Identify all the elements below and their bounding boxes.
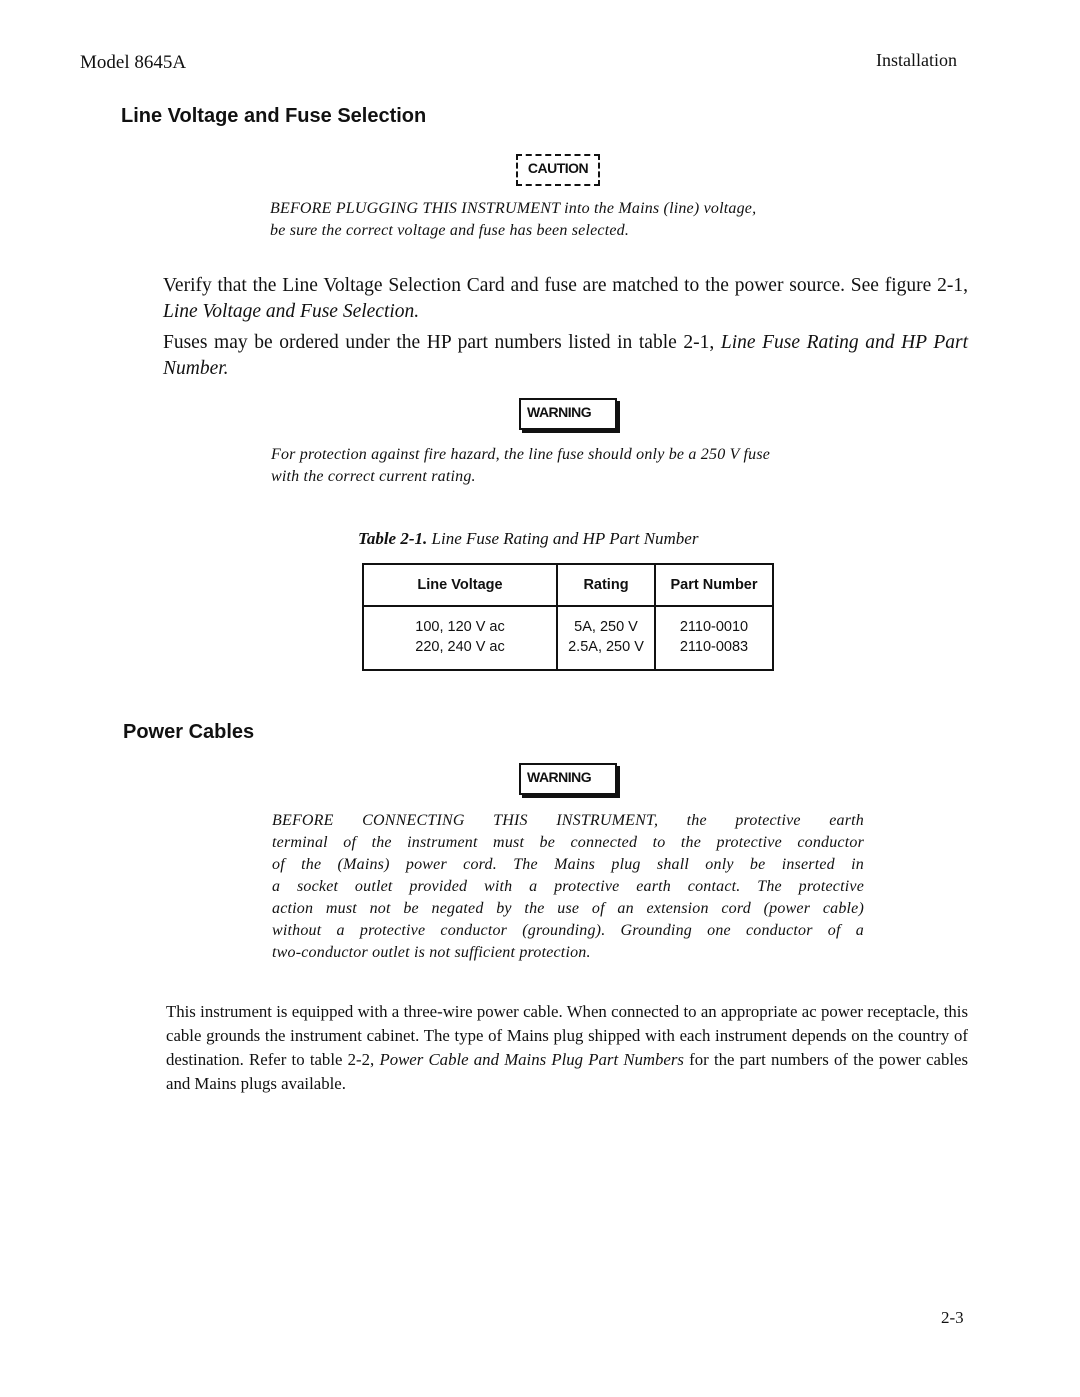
header-line-voltage: Line Voltage: [363, 564, 557, 606]
table-caption: [358, 529, 698, 549]
cell-rating: 2.5A, 250 V: [557, 637, 655, 670]
caution-line-2: be sure the correct voltage and fuse has been selected.: [270, 222, 630, 239]
power-cable-text: This instrument is equipped with a three-wire power cable. When connected to an appropriate ac power receptacle, this cable grounds the instrument cabinet. The type of Mains plug shipped with each instrument depends on the country of destination. Refer to table 2-2,: [166, 1002, 968, 1069]
protective-earth-warning: [272, 810, 864, 964]
fuses-text: Fuses may be ordered under the HP part numbers listed in table 2-1,: [163, 332, 721, 353]
cell-line-voltage: 100, 120 V ac: [363, 606, 557, 637]
section-title-line-voltage: Line Voltage and Fuse Selection: [121, 105, 427, 127]
caution-badge: CAUTION: [516, 154, 600, 186]
power-cable-tail: for the part numbers of the power cables and Mains plugs available.: [166, 1050, 969, 1093]
warning-badge-fuse: WARNING: [519, 398, 617, 430]
figure-reference: Line Voltage and Fuse Selection.: [163, 301, 420, 322]
warning-line-2: with the correct current rating.: [271, 468, 476, 485]
header-rating: Rating: [557, 564, 655, 606]
warning-line: action must not be negated by the use of an extension cord (power cable): [272, 900, 864, 917]
fuse-rating-table: [362, 563, 774, 671]
warning-line: without a protective conductor (grounding). Grounding one conductor of a: [272, 922, 864, 939]
verify-text: Verify that the Line Voltage Selection Card and fuse are matched to the power source. See figure 2-1,: [163, 275, 968, 296]
warning-line-1: For protection against fire hazard, the line fuse should only be a 250 V fuse: [271, 446, 771, 463]
table-row: [363, 637, 773, 670]
caution-line-1: BEFORE PLUGGING THIS INSTRUMENT into the Mains (line) voltage,: [270, 200, 757, 217]
fuses-paragraph: [163, 330, 968, 382]
fire-hazard-warning: [271, 444, 871, 488]
warning-line: terminal of the instrument must be connected to the protective conductor: [272, 834, 864, 851]
cell-part-number: 2110-0010: [655, 606, 773, 637]
power-cable-table-reference: Power Cable and Mains Plug Part Numbers: [379, 1050, 684, 1069]
warning-line: two-conductor outlet is not sufficient protection.: [272, 944, 591, 961]
page-number: 2-3: [941, 1308, 964, 1327]
cell-part-number: 2110-0083: [655, 637, 773, 670]
cell-rating: 5A, 250 V: [557, 606, 655, 637]
warning-line: a socket outlet provided with a protective earth contact. The protective: [272, 878, 864, 895]
table-header-row: [363, 564, 773, 606]
caution-note: [270, 198, 870, 242]
header-section: Installation: [876, 50, 957, 70]
power-cable-paragraph: [166, 1000, 968, 1096]
table-row: [363, 606, 773, 637]
warning-line: BEFORE CONNECTING THIS INSTRUMENT, the protective earth: [272, 812, 864, 829]
header-model: Model 8645A: [80, 52, 187, 73]
header-part-number: Part Number: [655, 564, 773, 606]
table-caption-label: Table 2-1.: [358, 529, 428, 548]
warning-line: of the (Mains) power cord. The Mains plug shall only be inserted in: [272, 856, 864, 873]
table-caption-title: Line Fuse Rating and HP Part Number: [427, 529, 699, 548]
table-reference: Line Fuse Rating and HP Part Number.: [163, 332, 968, 379]
verify-paragraph: [163, 273, 968, 325]
cell-line-voltage: 220, 240 V ac: [363, 637, 557, 670]
warning-badge-power: WARNING: [519, 763, 617, 795]
section-title-power-cables: Power Cables: [123, 721, 255, 743]
